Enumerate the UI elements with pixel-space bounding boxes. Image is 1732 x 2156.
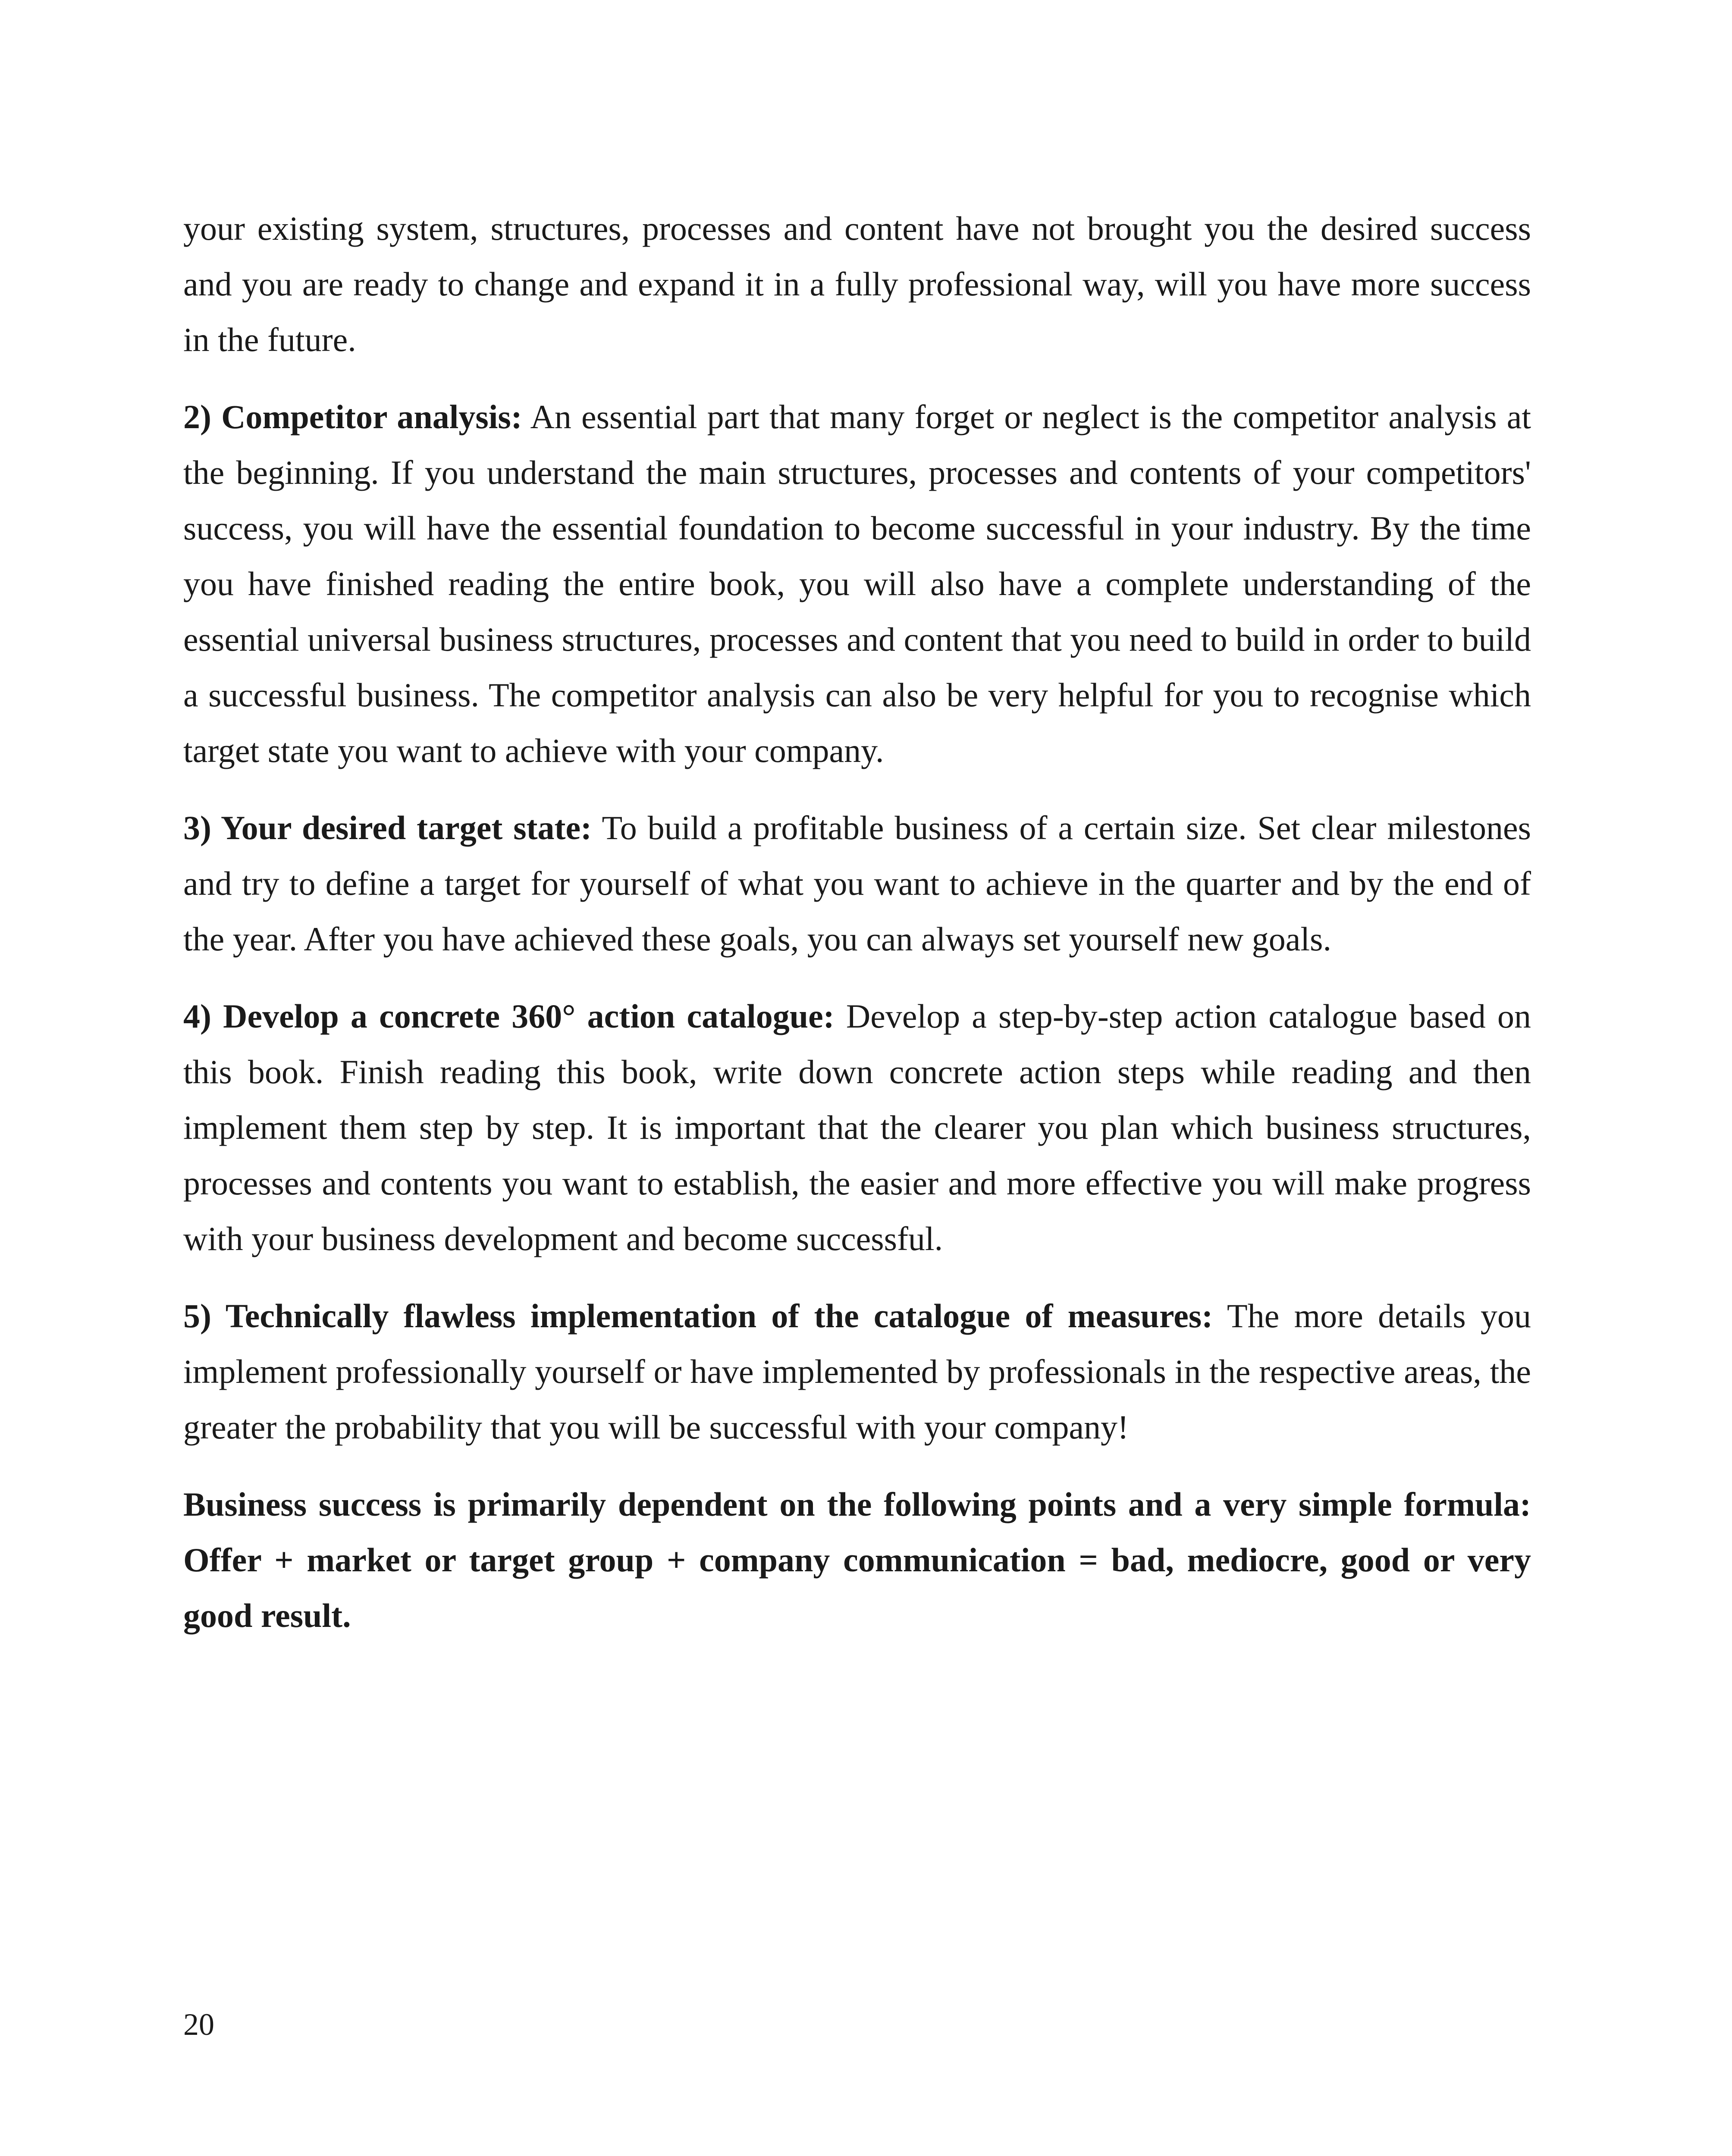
paragraph-heading: 4) Develop a concrete 360° action catalogue: [183,997,835,1035]
paragraph-text: To build a profitable business of a certain size. Set clear milestones and try to define a target for yourself of what you want to achieve in the quarter and by the end of the year. After you have achieved these goals, you can always set yourself new goals. [183,809,1531,958]
conclusion-formula: Business success is primarily dependent on the following points and a very simple formula: Offer + market or target group + company communication = bad, mediocre, good or very good result. [183,1485,1531,1634]
paragraph-action-catalogue [183,988,1531,1266]
paragraph-text: your existing system, structures, processes and content have not brought you the desired success and you are ready to change and expand it in a fully professional way, will you have more success in the future. [183,210,1531,358]
page-number: 20 [183,2007,214,2042]
paragraph-heading: 3) Your desired target state: [183,809,592,846]
paragraph-text: The more details you implement professionally yourself or have implemented by professionals in the respective areas, the greater the probability that you will be successful with your company! [183,1297,1531,1446]
paragraph-implementation [183,1288,1531,1455]
paragraph-heading: 2) Competitor analysis: [183,398,522,436]
paragraph-competitor-analysis [183,389,1531,778]
paragraph-desired-target-state [183,800,1531,967]
paragraph-heading: 5) Technically flawless implementation of the catalogue of measures: [183,1297,1213,1335]
paragraph-text: An essential part that many forget or neglect is the competitor analysis at the beginning. If you understand the main structures, processes and contents of your competitors' success, you will have the essential foundation to become successful in your industry. By the time you have finished reading the entire book, you will also have a complete understanding of the essential universal business structures, processes and content that you need to build in order to build a successful business. The competitor analysis can also be very helpful for you to recognise which target state you want to achieve with your company. [183,398,1531,769]
paragraph-text: Develop a step-by-step action catalogue based on this book. Finish reading this book, write down concrete action steps while reading and then implement them step by step. It is important that the clearer you plan which business structures, processes and contents you want to establish, the easier and more effective you will make progress with your business development and become successful. [183,997,1531,1257]
page-body [183,201,1531,1665]
paragraph-intro-continuation [183,201,1531,367]
